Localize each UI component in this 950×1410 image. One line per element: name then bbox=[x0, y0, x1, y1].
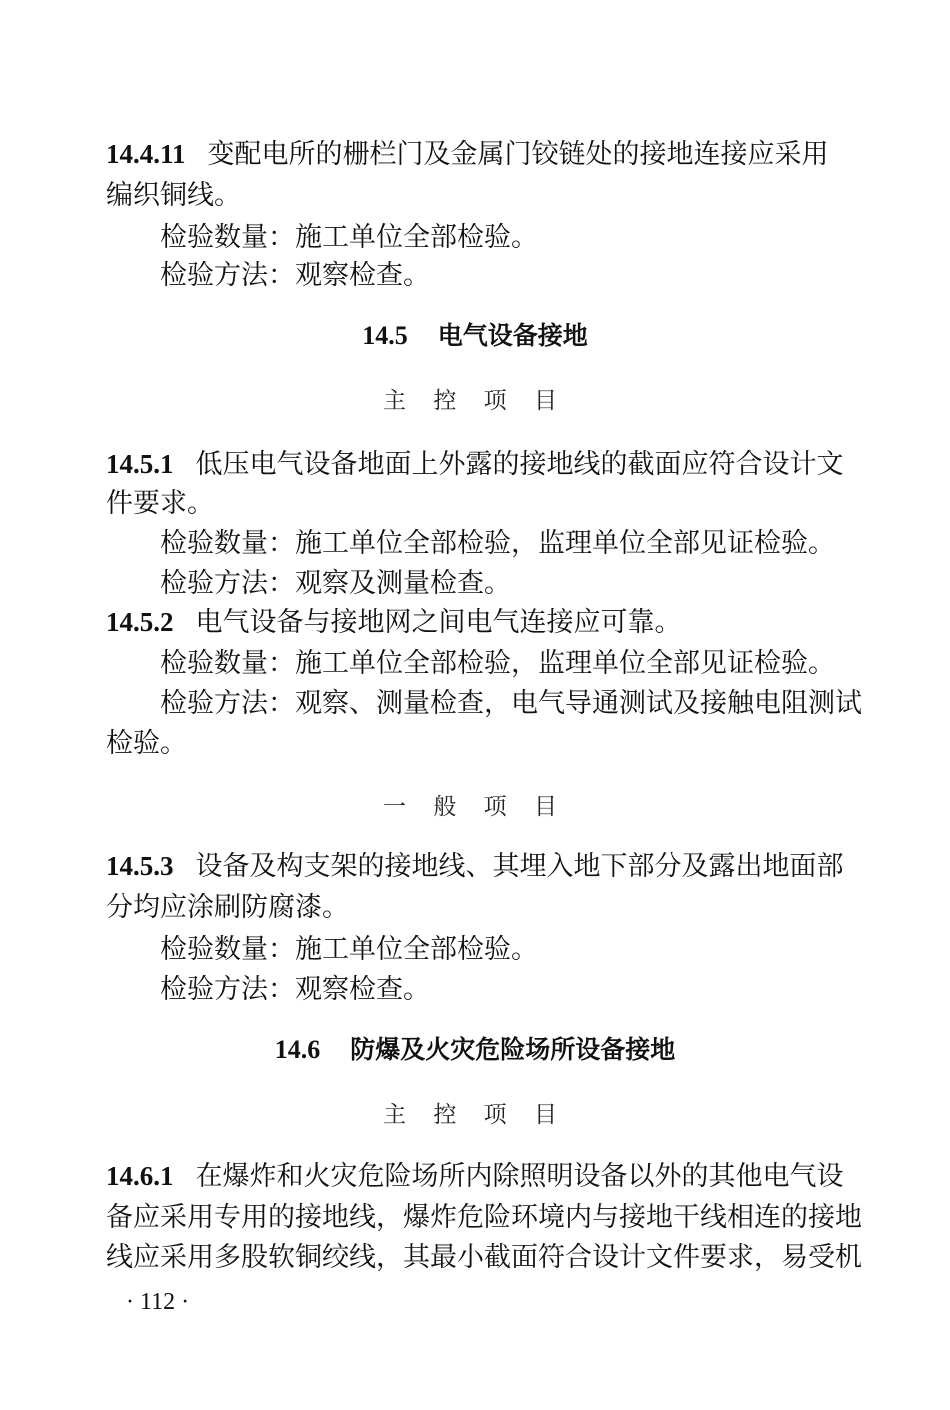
section-number: 14.6 bbox=[274, 1035, 321, 1064]
clause-text: 变配电所的栅栏门及金属门铰链处的接地连接应采用 bbox=[207, 139, 829, 170]
clause-14-4-11-line2: 编织铜线。 bbox=[106, 180, 241, 211]
main-items-heading: 主 控 项 目 bbox=[383, 388, 567, 414]
clause-14-4-11-inspect-qty: 检验数量：施工单位全部检验。 bbox=[160, 222, 538, 253]
clause-text: 设备及构支架的接地线、其埋入地下部分及露出地面部 bbox=[195, 851, 844, 882]
clause-14-5-2-inspect-qty: 检验数量：施工单位全部检验，监理单位全部见证检验。 bbox=[160, 648, 835, 679]
clause-number: 14.5.3 bbox=[106, 851, 174, 881]
clause-number: 14.4.11 bbox=[106, 139, 186, 169]
section-number: 14.5 bbox=[362, 321, 408, 350]
section-heading-14-5 bbox=[0, 318, 950, 354]
clause-14-6-1-line2: 备应采用专用的接地线，爆炸危险环境内与接地干线相连的接地 bbox=[106, 1202, 862, 1233]
clause-14-5-3-inspect-method: 检验方法：观察检查。 bbox=[160, 974, 430, 1005]
section-heading-14-6 bbox=[0, 1032, 950, 1068]
section-title: 防爆及火灾危险场所设备接地 bbox=[350, 1035, 676, 1064]
general-items-heading: 一 般 项 目 bbox=[383, 794, 567, 820]
clause-14-4-11-line1 bbox=[106, 136, 829, 173]
clause-14-5-1-line2: 件要求。 bbox=[106, 488, 214, 519]
clause-14-5-2-inspect-method-line1: 检验方法：观察、测量检查，电气导通测试及接触电阻测试 bbox=[160, 688, 862, 719]
clause-14-5-3-inspect-qty: 检验数量：施工单位全部检验。 bbox=[160, 934, 538, 965]
clause-14-6-1-line3: 线应采用多股软铜绞线，其最小截面符合设计文件要求，易受机 bbox=[106, 1242, 862, 1273]
clause-14-5-3-line1 bbox=[106, 848, 844, 885]
clause-14-5-2-line1 bbox=[106, 604, 682, 641]
clause-number: 14.6.1 bbox=[106, 1161, 174, 1191]
clause-text: 在爆炸和火灾危险场所内除照明设备以外的其他电气设 bbox=[195, 1161, 844, 1192]
clause-14-5-1-line1 bbox=[106, 446, 844, 483]
clause-number: 14.5.2 bbox=[106, 607, 174, 637]
section-title: 电气设备接地 bbox=[437, 321, 588, 350]
clause-14-4-11-inspect-method: 检验方法：观察检查。 bbox=[160, 260, 430, 291]
clause-14-5-1-inspect-qty: 检验数量：施工单位全部检验，监理单位全部见证检验。 bbox=[160, 528, 835, 559]
main-items-heading-2: 主 控 项 目 bbox=[383, 1102, 567, 1128]
clause-14-5-1-inspect-method: 检验方法：观察及测量检查。 bbox=[160, 568, 511, 599]
clause-number: 14.5.1 bbox=[106, 449, 174, 479]
clause-14-5-2-inspect-method-line2: 检验。 bbox=[106, 728, 187, 759]
clause-14-5-3-line2: 分均应涂刷防腐漆。 bbox=[106, 892, 349, 923]
page-number: · 112 · bbox=[126, 1289, 190, 1315]
clause-text: 电气设备与接地网之间电气连接应可靠。 bbox=[195, 607, 682, 638]
clause-text: 低压电气设备地面上外露的接地线的截面应符合设计文 bbox=[195, 449, 844, 480]
clause-14-6-1-line1 bbox=[106, 1158, 844, 1195]
